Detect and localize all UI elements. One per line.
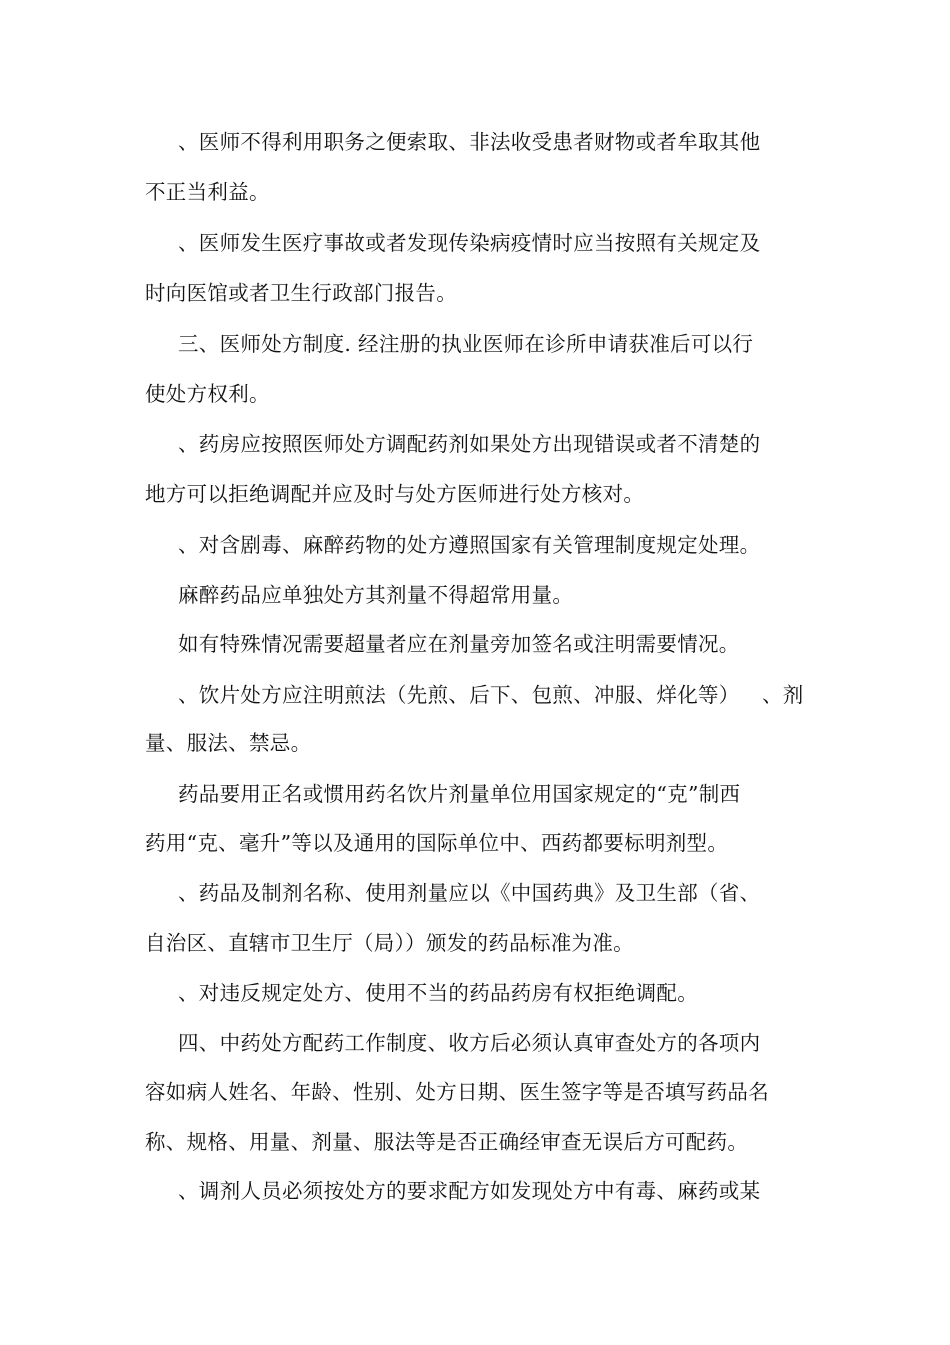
paragraph-line: 自治区、直辖市卫生厅（局））颁发的药品标准为准。 — [145, 931, 634, 955]
paragraph-line: 、药房应按照医师处方调配药剂如果处方出现错误或者不清楚的 — [178, 432, 761, 456]
paragraph-line: 药品要用正名或惯用药名饮片剂量单位用国家规定的“克”制西 — [178, 782, 741, 806]
paragraph-line: 、医师发生医疗事故或者发现传染病疫情时应当按照有关规定及 — [178, 231, 761, 255]
paragraph-line: 如有特殊情况需要超量者应在剂量旁加签名或注明需要情况。 — [178, 632, 740, 656]
paragraph-line: 麻醉药品应单独处方其剂量不得超常用量。 — [178, 583, 574, 607]
paragraph-line: 称、规格、用量、剂量、服法等是否正确经审查无误后方可配药。 — [145, 1130, 749, 1154]
paragraph-line: 三、医师处方制度. 经注册的执业医师在诊所申请获准后可以行 — [178, 332, 754, 356]
paragraph-line: 、饮片处方应注明煎法（先煎、后下、包煎、冲服、烊化等） — [178, 683, 740, 707]
paragraph-line: 、对违反规定处方、使用不当的药品药房有权拒绝调配。 — [178, 981, 698, 1005]
paragraph-line: 不正当利益。 — [145, 180, 270, 204]
paragraph-line: 、医师不得利用职务之便索取、非法收受患者财物或者牟取其他 — [178, 130, 761, 154]
paragraph-line: 容如病人姓名、年龄、性别、处方日期、医生签字等是否填写药品名 — [145, 1080, 769, 1104]
paragraph-line: 量、服法、禁忌。 — [145, 731, 312, 755]
paragraph-line: 地方可以拒绝调配并应及时与处方医师进行处方核对。 — [145, 482, 645, 506]
paragraph-line: 、对含剧毒、麻醉药物的处方遵照国家有关管理制度规定处理。 — [178, 533, 761, 557]
paragraph-line: 使处方权利。 — [145, 382, 270, 406]
paragraph-line-tail: 、剂 — [762, 683, 804, 707]
paragraph-line: 四、中药处方配药工作制度、收方后必须认真审查处方的各项内 — [178, 1031, 761, 1055]
paragraph-line: 、调剂人员必须按处方的要求配方如发现处方中有毒、麻药或某 — [178, 1179, 761, 1203]
paragraph-line: 、药品及制剂名称、使用剂量应以《中国药典》及卫生部（省、 — [178, 881, 761, 905]
paragraph-line: 时向医馆或者卫生行政部门报告。 — [145, 281, 457, 305]
paragraph-line: 药用“克、毫升”等以及通用的国际单位中、西药都要标明剂型。 — [145, 831, 729, 855]
